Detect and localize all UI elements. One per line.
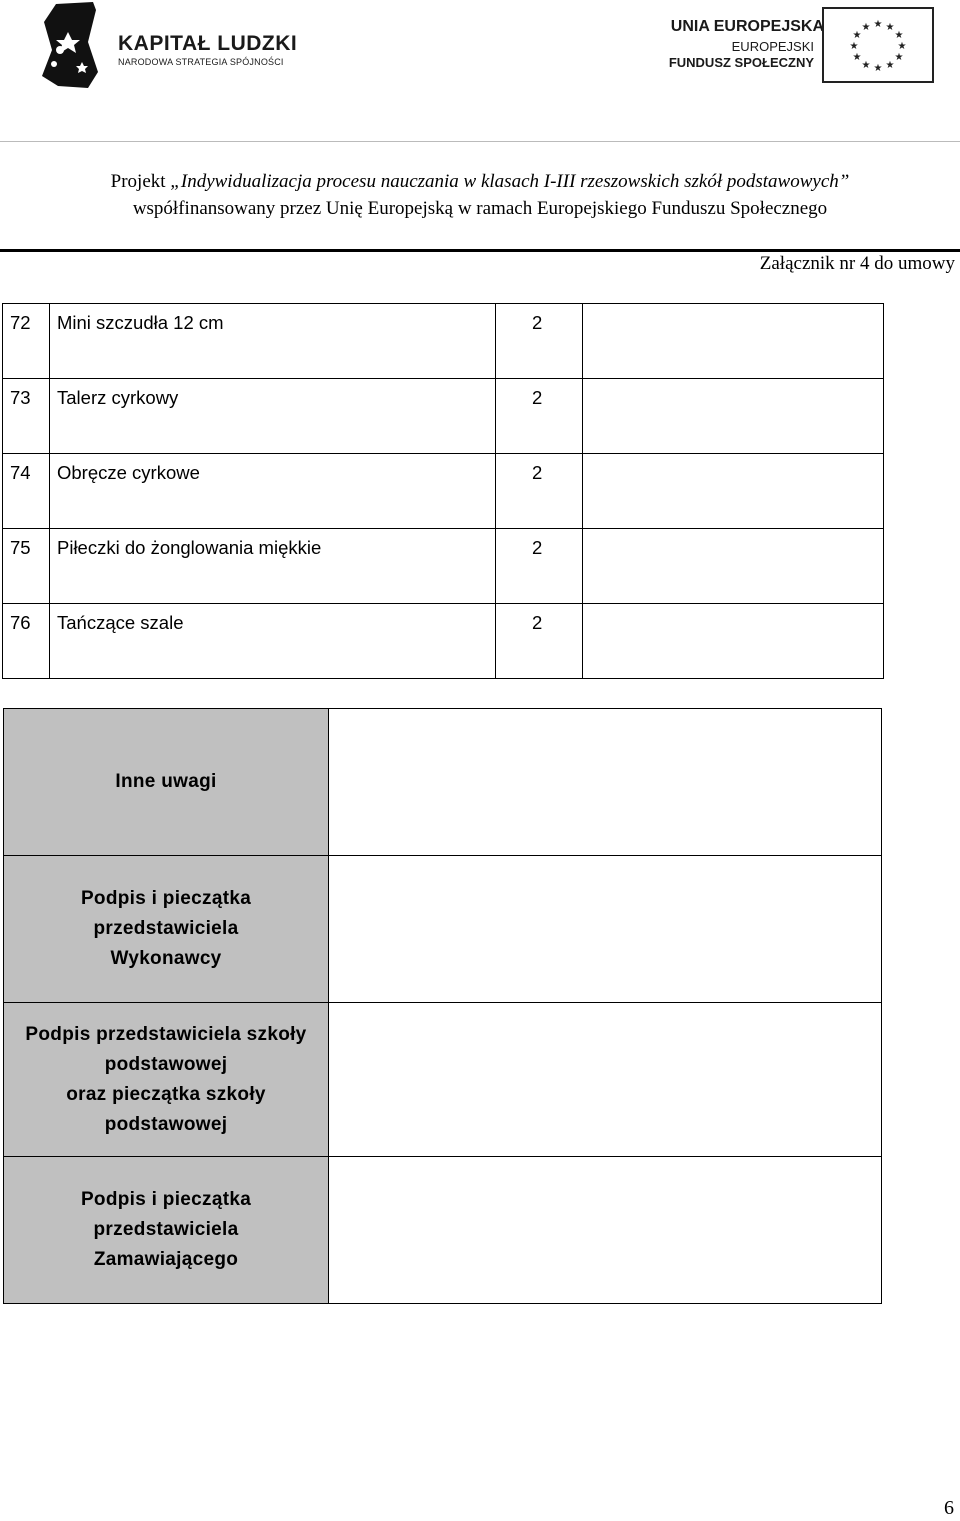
table-row <box>4 1003 882 1157</box>
svg-text:★: ★ <box>894 52 904 63</box>
item-empty-cell <box>583 379 884 454</box>
svg-text:★: ★ <box>873 63 883 74</box>
svg-text:★: ★ <box>861 60 871 71</box>
kapital-ludzki-subtitle: NARODOWA STRATEGIA SPÓJNOŚCI <box>118 57 284 67</box>
item-name-cell: Talerz cyrkowy <box>50 379 496 454</box>
svg-text:★: ★ <box>852 52 862 63</box>
item-number-cell: 75 <box>3 529 50 604</box>
project-cofinancing: współfinansowany przez Unię Europejską w ramach Europejskiego Funduszu Społecznego <box>132 198 828 219</box>
item-name-cell: Piłeczki do żonglowania miękkie <box>50 529 496 604</box>
eu-flag-icon <box>822 7 934 83</box>
table-row <box>3 604 884 679</box>
table-row <box>4 856 882 1003</box>
remarks-field[interactable] <box>329 709 882 856</box>
svg-text:★: ★ <box>849 41 859 52</box>
items-table <box>2 303 884 679</box>
item-name-cell: Tańczące szale <box>50 604 496 679</box>
svg-text:★: ★ <box>885 22 895 33</box>
eu-fund-line1: EUROPEJSKI <box>731 39 814 54</box>
annex-label: Załącznik nr 4 do umowy <box>759 253 955 274</box>
item-name-cell: Obręcze cyrkowe <box>50 454 496 529</box>
project-title <box>0 171 960 193</box>
signature-table <box>3 708 882 1304</box>
item-empty-cell <box>583 454 884 529</box>
eu-logo <box>650 5 940 85</box>
item-empty-cell <box>583 304 884 379</box>
item-number-cell: 76 <box>3 604 50 679</box>
table-row <box>3 529 884 604</box>
item-empty-cell <box>583 604 884 679</box>
orderer-signature-label: Podpis i pieczątka przedstawiciela Zamawiającego <box>4 1157 329 1304</box>
remarks-label: Inne uwagi <box>4 709 329 856</box>
contractor-signature-label: Podpis i pieczątka przedstawiciela Wykonawcy <box>4 856 329 1003</box>
contractor-signature-field[interactable] <box>329 856 882 1003</box>
item-number-cell: 72 <box>3 304 50 379</box>
svg-text:★: ★ <box>873 19 883 30</box>
project-prefix: Projekt <box>110 171 171 192</box>
svg-text:★: ★ <box>897 41 907 52</box>
svg-text:★: ★ <box>861 22 871 33</box>
item-number-cell: 73 <box>3 379 50 454</box>
kapital-ludzki-logo <box>38 2 338 92</box>
header-rule <box>0 249 960 252</box>
orderer-signature-field[interactable] <box>329 1157 882 1304</box>
table-row <box>3 379 884 454</box>
table-row <box>4 1157 882 1304</box>
item-empty-cell <box>583 529 884 604</box>
item-quantity-cell: 2 <box>496 304 583 379</box>
svg-text:★: ★ <box>885 60 895 71</box>
kapital-ludzki-emblem-icon <box>38 2 108 90</box>
svg-text:★: ★ <box>894 30 904 41</box>
table-row <box>3 304 884 379</box>
eu-name: UNIA EUROPEJSKA <box>670 18 824 35</box>
item-quantity-cell: 2 <box>496 379 583 454</box>
school-signature-field[interactable] <box>329 1003 882 1157</box>
kapital-ludzki-title: KAPITAŁ LUDZKI <box>118 32 298 55</box>
page-number: 6 <box>944 1497 954 1519</box>
item-quantity-cell: 2 <box>496 529 583 604</box>
table-row <box>4 709 882 856</box>
header-divider <box>0 141 960 142</box>
table-row <box>3 454 884 529</box>
svg-text:★: ★ <box>852 30 862 41</box>
school-signature-label: Podpis przedstawiciela szkoły podstawowej oraz pieczątka szkoły podstawowej <box>4 1003 329 1157</box>
project-name: „Indywidualizacja procesu nauczania w klasach I-III rzeszowskich szkół podstawowych” <box>170 171 850 192</box>
eu-fund-line2: FUNDUSZ SPOŁECZNY <box>668 55 814 70</box>
item-quantity-cell: 2 <box>496 604 583 679</box>
item-quantity-cell: 2 <box>496 454 583 529</box>
item-name-cell: Mini szczudła 12 cm <box>50 304 496 379</box>
item-number-cell: 74 <box>3 454 50 529</box>
